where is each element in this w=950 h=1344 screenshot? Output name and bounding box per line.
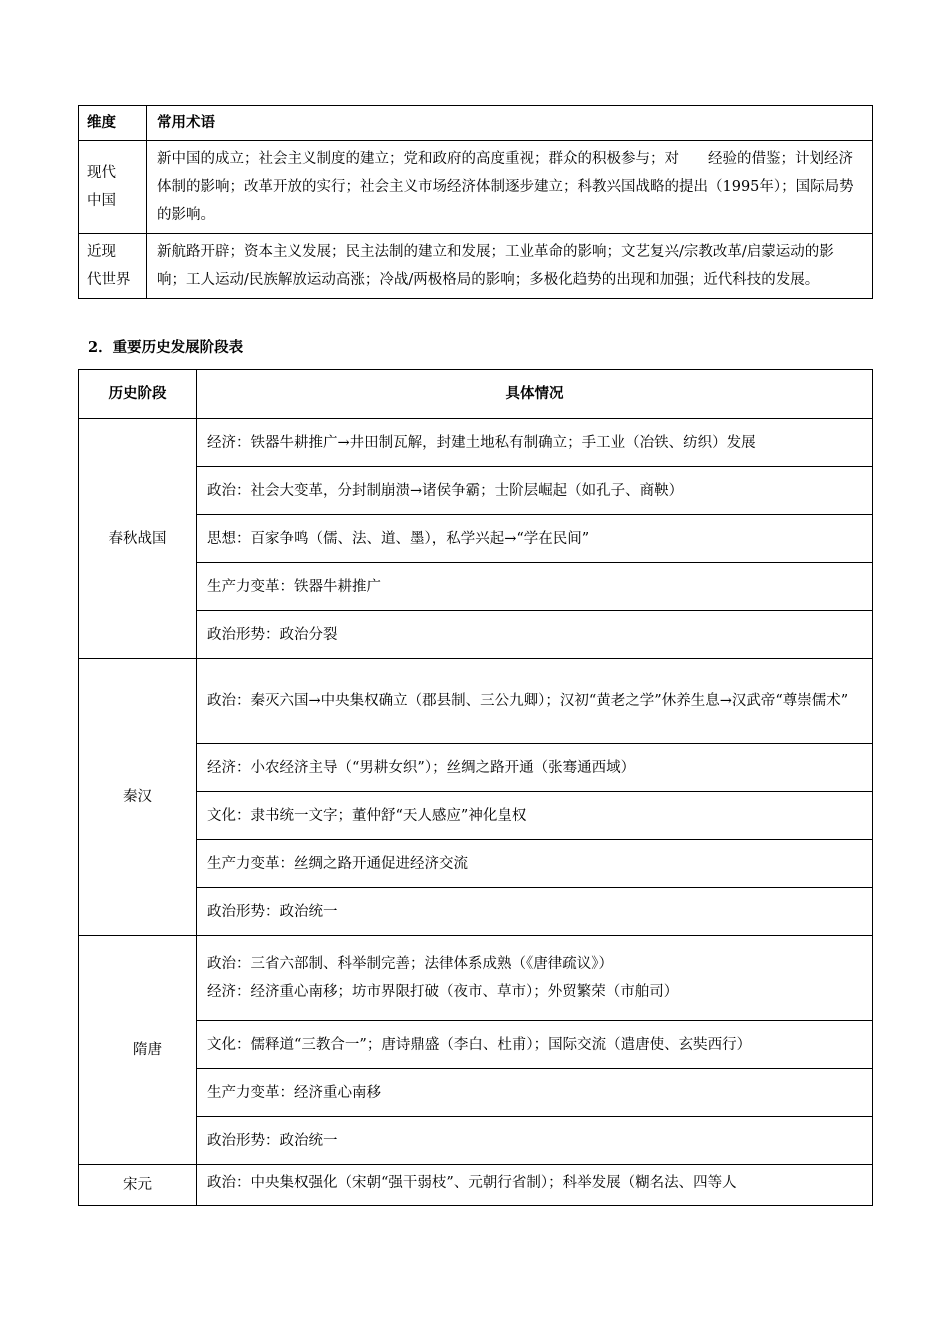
terms-cell: 新航路开辟；资本主义发展；民主法制的建立和发展；工业革命的影响；文艺复兴/宗教改革/启蒙运动的影响；工人运动/民族解放运动高涨；冷战/两极格局的影响；多极化趋势的出现和加强；近代科技的发展。	[147, 234, 873, 299]
detail-cell	[197, 936, 873, 1021]
stage-table	[78, 369, 873, 1206]
table-row	[79, 1117, 873, 1165]
detail-cell: 文化：儒释道“三教合一”；唐诗鼎盛（李白、杜甫）；国际交流（遣唐使、玄奘西行）	[197, 1021, 873, 1069]
dimension-line: 现代	[87, 165, 116, 181]
table-row	[79, 611, 873, 659]
terms-cell: 新中国的成立；社会主义制度的建立；党和政府的高度重视；群众的积极参与；对 经验的借鉴；计划经济体制的影响；改革开放的实行；社会主义市场经济体制逐步建立；科教兴国战略的提出（1995年）；国际局势的影响。	[147, 141, 873, 234]
header-stage: 历史阶段	[79, 370, 197, 419]
section-heading: 2．重要历史发展阶段表	[88, 339, 244, 356]
detail-cell: 政治形势：政治统一	[197, 888, 873, 936]
table-row	[79, 141, 873, 234]
stage-cell: 秦汉	[79, 659, 197, 936]
header-details: 具体情况	[197, 370, 873, 419]
detail-line: 政治：三省六部制、科举制完善；法律体系成熟（《唐律疏议》）	[207, 956, 613, 972]
detail-cell: 政治：秦灭六国→中央集权确立（郡县制、三公九卿）；汉初“黄老之学”休养生息→汉武帝“尊崇儒术”	[197, 659, 873, 744]
table-row	[79, 888, 873, 936]
table-row	[79, 1165, 873, 1206]
header-terms: 常用术语	[147, 106, 873, 141]
stage-table-header	[79, 370, 873, 419]
detail-cell: 生产力变革：丝绸之路开通促进经济交流	[197, 840, 873, 888]
table-row	[79, 1021, 873, 1069]
detail-cell: 经济：小农经济主导（“男耕女织”）；丝绸之路开通（张骞通西域）	[197, 744, 873, 792]
detail-cell: 政治形势：政治统一	[197, 1117, 873, 1165]
detail-cell: 政治：中央集权强化（宋朝“强干弱枝”、元朝行省制）；科举发展（糊名法、四等人	[197, 1165, 873, 1206]
dimension-line: 近现	[87, 244, 116, 260]
detail-cell: 经济：铁器牛耕推广→井田制瓦解，封建土地私有制确立；手工业（冶铁、纺织）发展	[197, 419, 873, 467]
detail-cell: 思想：百家争鸣（儒、法、道、墨），私学兴起→“学在民间”	[197, 515, 873, 563]
table-row	[79, 515, 873, 563]
table-row	[79, 467, 873, 515]
terms-table-header	[79, 106, 873, 141]
header-dimension: 维度	[79, 106, 147, 141]
table-row	[79, 1069, 873, 1117]
dimension-cell	[79, 141, 147, 234]
stage-cell: 春秋战国	[79, 419, 197, 659]
detail-cell: 政治形势：政治分裂	[197, 611, 873, 659]
detail-line: 经济：经济重心南移；坊市界限打破（夜市、草市）；外贸繁荣（市舶司）	[207, 984, 679, 1000]
detail-cell: 生产力变革：铁器牛耕推广	[197, 563, 873, 611]
table-row	[79, 744, 873, 792]
detail-cell: 生产力变革：经济重心南移	[197, 1069, 873, 1117]
table-row	[79, 659, 873, 744]
terms-table	[78, 105, 873, 299]
stage-cell: 宋元	[79, 1165, 197, 1206]
detail-cell: 文化：隶书统一文字；董仲舒“天人感应”神化皇权	[197, 792, 873, 840]
table-row	[79, 563, 873, 611]
dimension-cell	[79, 234, 147, 299]
dimension-line: 代世界	[87, 272, 131, 288]
table-row	[79, 840, 873, 888]
dimension-line: 中国	[87, 193, 116, 209]
table-row	[79, 936, 873, 1021]
detail-cell: 政治：社会大变革，分封制崩溃→诸侯争霸；士阶层崛起（如孔子、商鞅）	[197, 467, 873, 515]
stage-cell: 隋唐	[79, 936, 197, 1165]
table-row	[79, 419, 873, 467]
table-row	[79, 234, 873, 299]
table-row	[79, 792, 873, 840]
